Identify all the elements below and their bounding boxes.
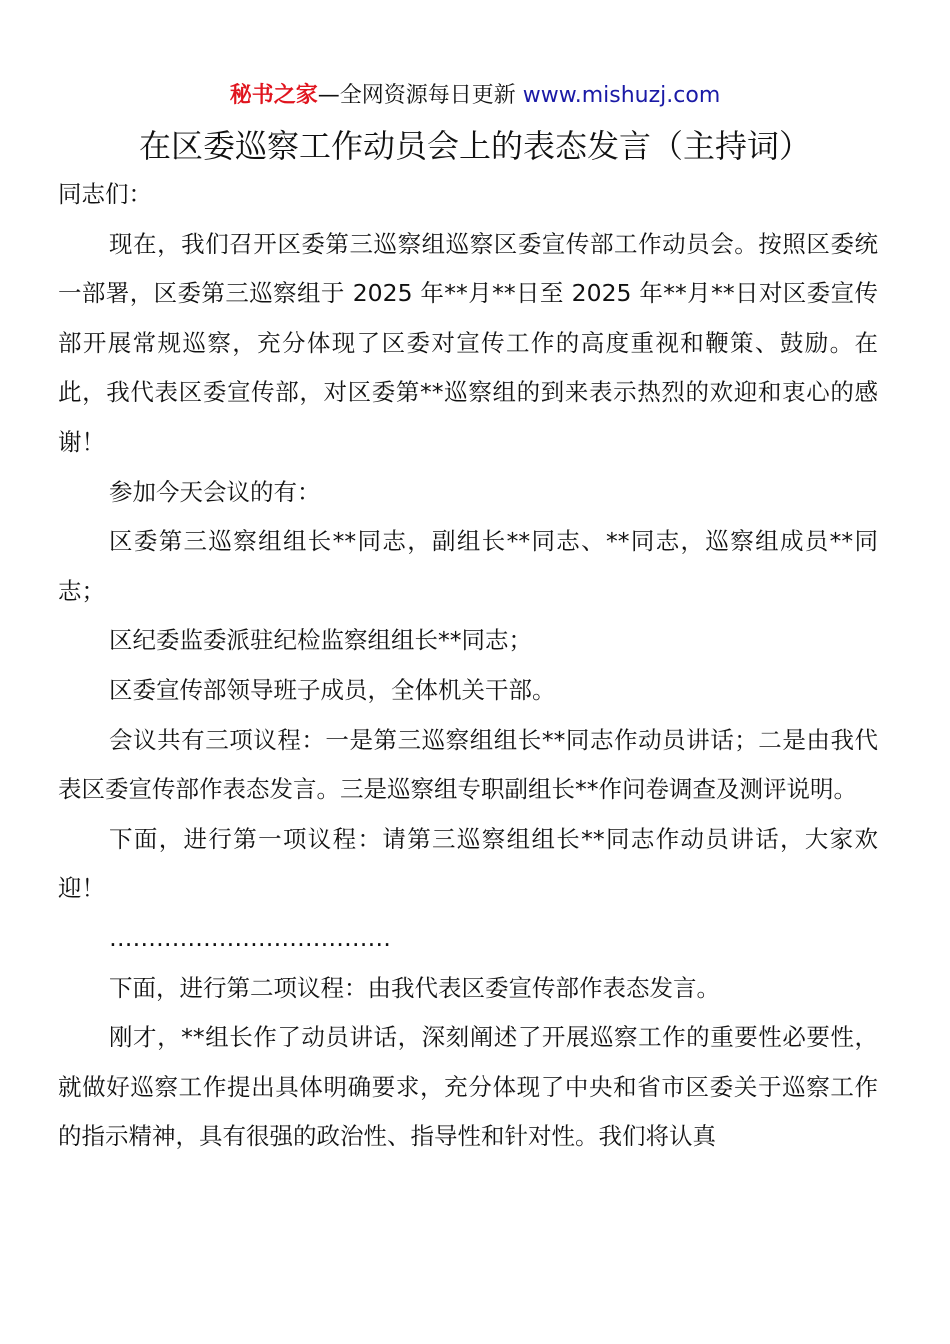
paragraph-second-item: 下面，进行第二项议程：由我代表区委宣传部作表态发言。 <box>109 973 720 1002</box>
document-title: 在区委巡察工作动员会上的表态发言（主持词） <box>138 127 811 165</box>
paragraph-attendees-inspection-group: 区委第三巡察组组长**同志，副组长**同志、**同志，巡察组成员**同志； <box>58 527 878 605</box>
paragraph-first-item: 下面，进行第一项议程：请第三巡察组组长**同志作动员讲话，大家欢迎！ <box>58 824 878 903</box>
site-url-link[interactable]: www.mishuzj.com <box>522 83 721 108</box>
paragraph-attendees-intro: 参加今天会议的有： <box>109 477 321 506</box>
brand-name: 秘书之家 <box>229 83 318 108</box>
salutation: 同志们： <box>58 180 152 208</box>
site-header <box>0 80 950 112</box>
paragraph-attendees-discipline-group: 区纪委监委派驻纪检监察组组长**同志； <box>109 626 532 655</box>
document-body <box>58 170 878 1162</box>
header-tagline: —全网资源每日更新 <box>317 83 523 108</box>
paragraph-agenda: 会议共有三项议程：一是第三巡察组组长**同志作动员讲话；二是由我代表区委宣传部作表态发言。三是巡察组专职副组长**作问卷调查及测评说明。 <box>58 725 878 804</box>
paragraph-opening: 现在，我们召开区委第三巡察组巡察区委宣传部工作动员会。按照区委统一部署，区委第三巡察组于 2025 年**月**日至 2025 年**月**日对区委宣传部开展常规巡察，充分体现了区委对宣传工作的高度重视和鞭策、鼓励。在此，我代表区委宣传部，对区委第**巡察组的到来表示热烈的欢迎和衷心的感谢！ <box>58 229 878 456</box>
paragraph-attendees-department: 区委宣传部领导班子成员，全体机关干部。 <box>109 675 556 704</box>
paragraph-statement: 刚才，**组长作了动员讲话，深刻阐述了开展巡察工作的重要性必要性，就做好巡察工作提出具体明确要求，充分体现了中央和省市区委关于巡察工作的指示精神，具有很强的政治性、指导性和针对性。我们将认真 <box>58 1023 878 1151</box>
ellipsis-separator: ……………………………… <box>109 923 391 952</box>
